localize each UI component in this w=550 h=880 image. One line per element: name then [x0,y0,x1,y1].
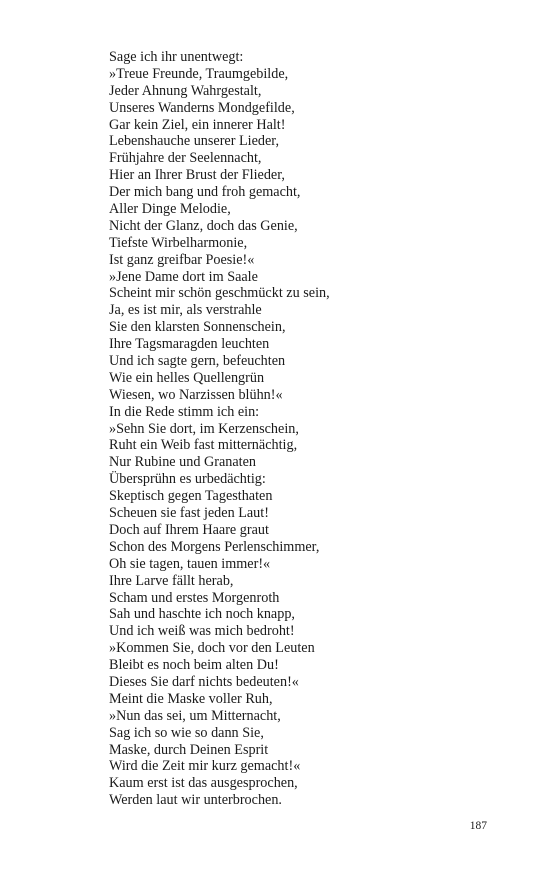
poem-line: Doch auf Ihrem Haare graut [109,521,269,538]
poem-line: Unseres Wanderns Mondgefilde, [109,99,295,116]
poem-line: »Sehn Sie dort, im Kerzenschein, [109,420,299,437]
poem-line: Gar kein Ziel, ein innerer Halt! [109,116,286,133]
poem-line: Wiesen, wo Narzissen blühn!« [109,386,283,403]
poem-line: Skeptisch gegen Tagesthaten [109,488,273,505]
poem-line: Nur Rubine und Granaten [109,454,256,471]
poem-line: Ja, es ist mir, als verstrahle [109,302,262,319]
poem-line: Wird die Zeit mir kurz gemacht!« [109,758,301,775]
poem-line: Scham und erstes Morgenroth [109,589,280,606]
poem-line: »Treue Freunde, Traumgebilde, [109,65,289,82]
poem-line: Sah und haschte ich noch knapp, [109,606,295,623]
poem-line: Jeder Ahnung Wahrgestalt, [109,82,262,99]
poem-line: Ist ganz greifbar Poesie!« [109,251,255,268]
poem-line: Der mich bang und froh gemacht, [109,184,301,201]
poem-line: Dieses Sie darf nichts bedeuten!« [109,673,299,690]
poem-line: »Kommen Sie, doch vor den Leuten [109,640,315,657]
poem-line: Ihre Tagsmaragden leuchten [109,336,270,353]
poem-line: Oh sie tagen, tauen immer!« [109,555,271,572]
poem-line: Sie den klarsten Sonnenschein, [109,319,286,336]
poem-line: Aller Dinge Melodie, [109,201,231,218]
poem-line: Sag ich so wie so dann Sie, [109,724,264,741]
poem-line: Maske, durch Deinen Esprit [109,741,269,758]
poem-line: Tiefste Wirbelharmonie, [109,234,248,251]
poem-line: Kaum erst ist das ausgesprochen, [109,775,298,792]
poem-line: Bleibt es noch beim alten Du! [109,657,279,674]
poem-line: Und ich weiß was mich bedroht! [109,623,295,640]
poem-line: Schon des Morgens Perlenschimmer, [109,538,320,555]
page-number: 187 [469,820,487,832]
poem-line: Frühjahre der Seelennacht, [109,150,262,167]
poem-line: Werden laut wir unterbrochen. [109,792,282,809]
poem-line: Und ich sagte gern, befeuchten [109,353,286,370]
poem-line: Scheint mir schön geschmückt zu sein, [109,285,330,302]
poem-line: »Nun das sei, um Mitternacht, [109,707,281,724]
poem-line: Meint die Maske voller Ruh, [109,690,273,707]
poem-text [109,49,330,809]
poem-line: Ihre Larve fällt herab, [109,572,234,589]
poem-line: Übersprühn es urbedächtig: [109,471,266,488]
poem-line: Hier an Ihrer Brust der Flieder, [109,167,285,184]
poem-line: In die Rede stimm ich ein: [109,403,260,420]
poem-line: »Jene Dame dort im Saale [109,268,258,285]
poem-line: Sage ich ihr unentwegt: [109,49,244,65]
poem-line: Ruht ein Weib fast mitternächtig, [109,437,298,454]
poem-line: Scheuen sie fast jeden Laut! [109,505,269,522]
poem-line: Wie ein helles Quellengrün [109,369,265,386]
poem-line: Lebenshauche unserer Lieder, [109,133,279,150]
poem-line: Nicht der Glanz, doch das Genie, [109,217,298,234]
